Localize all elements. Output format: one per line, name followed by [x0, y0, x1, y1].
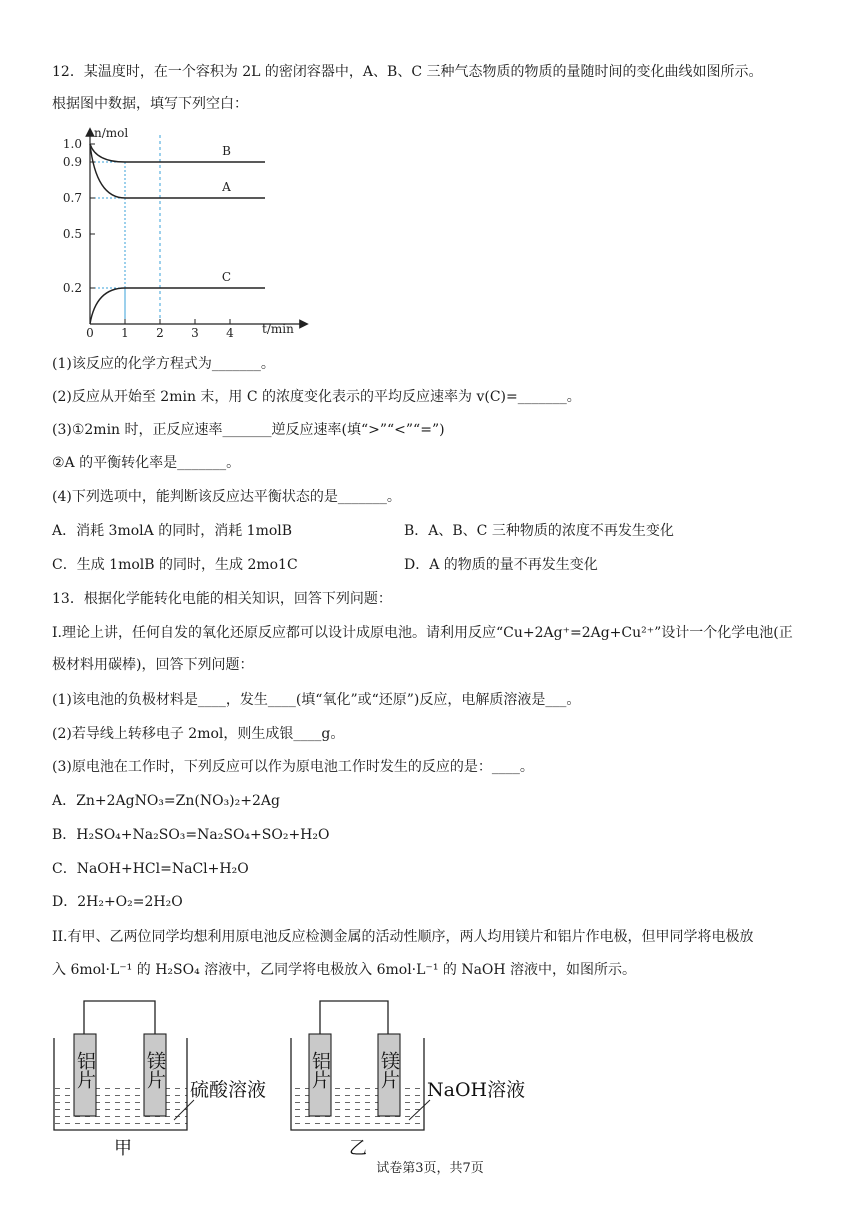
q13-option-c: C．NaOH+HCl=NaCl+H₂O [52, 861, 249, 877]
y-tick-label: 0.2 [62, 281, 82, 295]
cell-left [54, 1001, 266, 1159]
y-tick-label: 1.0 [62, 137, 82, 151]
q12-option-b: B．A、B、C 三种物质的浓度不再发生变化 [404, 523, 674, 539]
q13-stem: 13．根据化学能转化电能的相关知识，回答下列问题： [52, 591, 392, 607]
y-tick-label: 0.9 [62, 155, 82, 169]
q12-option-a: A．消耗 3molA 的同时，消耗 1molB [52, 523, 293, 539]
q12-part1: (1)该反应的化学方程式为_______。 [52, 356, 275, 372]
series-label-B: B [222, 144, 231, 158]
q13-part-I-line1: I.理论上讲，任何自发的氧化还原反应都可以设计成原电池。请利用反应“Cu+2Ag⁺=2Ag+Cu²⁺”设计一个化学电池(正 [52, 625, 793, 641]
q13-option-b: B．H₂SO₄+Na₂SO₃=Na₂SO₄+SO₂+H₂O [52, 827, 330, 843]
q12-part2: (2)反应从开始至 2min 末，用 C 的浓度变化表示的平均反应速率为 v(C)=_______。 [52, 389, 581, 405]
wire-left [84, 1001, 155, 1034]
q13-option-d: D．2H₂+O₂=2H₂O [52, 894, 183, 910]
q13-part3: (3)原电池在工作时，下列反应可以作为原电池工作时发生的反应的是：____。 [52, 759, 534, 775]
q13-part1: (1)该电池的负极材料是____，发生____(填“氧化”或“还原”)反应，电解质溶液是___。 [52, 692, 581, 708]
q12-option-d: D．A 的物质的量不再发生变化 [404, 557, 598, 573]
electrode-label-right-1: 铝片 [309, 1051, 331, 1089]
x-axis-label: t/min [262, 322, 294, 336]
q12-stem-line2: 根据图中数据，填写下列空白： [52, 96, 248, 112]
q12-options-row2 [52, 555, 808, 575]
y-tick-label: 0.5 [62, 227, 82, 241]
page-footer: 试卷第3页，共7页 [376, 1161, 484, 1176]
x-tick-label: 3 [191, 326, 199, 340]
electrode-label-left-2: 镁片 [144, 1051, 166, 1089]
y-tick-label: 0.7 [62, 191, 82, 205]
x-tick-label: 1 [121, 326, 129, 340]
x-tick-label: 0 [86, 326, 94, 340]
q12-part3b: ②A 的平衡转化率是_______。 [52, 455, 241, 471]
caption-left: 甲 [114, 1138, 132, 1159]
n-t-graph [52, 124, 312, 340]
q13-part2: (2)若导线上转移电子 2mol，则生成银____g。 [52, 726, 345, 742]
q12-stem-line1: 12．某温度时，在一个容积为 2L 的密闭容器中，A、B、C 三种气态物质的物质的量随时间的变化曲线如图所示。 [52, 64, 763, 80]
electrode-label-right-2: 镁片 [378, 1051, 400, 1089]
caption-right: 乙 [349, 1138, 367, 1159]
series-label-A: A [222, 180, 231, 194]
solution-label-right: NaOH溶液 [427, 1079, 526, 1101]
solution-label-left: 硫酸溶液 [190, 1079, 267, 1101]
galvanic-cells-figure [44, 994, 544, 1160]
q13-option-a: A．Zn+2AgNO₃=Zn(NO₃)₂+2Ag [52, 793, 280, 809]
q12-options-row1 [52, 521, 808, 541]
x-tick-label: 2 [156, 326, 164, 340]
series-label-C: C [221, 270, 232, 284]
cell-right [291, 1001, 525, 1159]
series-line-B [90, 144, 265, 162]
wire-right [320, 1001, 388, 1034]
q13-part-II-line1: II.有甲、乙两位同学均想利用原电池反应检测金属的活动性顺序，两人均用镁片和铝片作电极，但甲同学将电极放 [52, 929, 754, 945]
q13-part-I-line2: 极材料用碳棒)，回答下列问题： [52, 657, 254, 673]
q12-part4: (4)下列选项中，能判断该反应达平衡状态的是_______。 [52, 489, 401, 505]
x-tick-label: 4 [226, 326, 234, 340]
q13-part-II-line2: 入 6mol·L⁻¹ 的 H₂SO₄ 溶液中，乙同学将电极放入 6mol·L⁻¹ 的 NaOH 溶液中，如图所示。 [52, 962, 637, 978]
q12-option-c: C．生成 1molB 的同时，生成 2mo1C [52, 557, 298, 573]
electrode-label-left-1: 铝片 [74, 1051, 96, 1089]
series-line-A [90, 144, 265, 198]
q12-part3: (3)①2min 时，正反应速率_______逆反应速率(填“>”“<”“=”) [52, 422, 445, 438]
series-line-C [90, 288, 265, 324]
y-axis-label: n/mol [94, 126, 129, 140]
